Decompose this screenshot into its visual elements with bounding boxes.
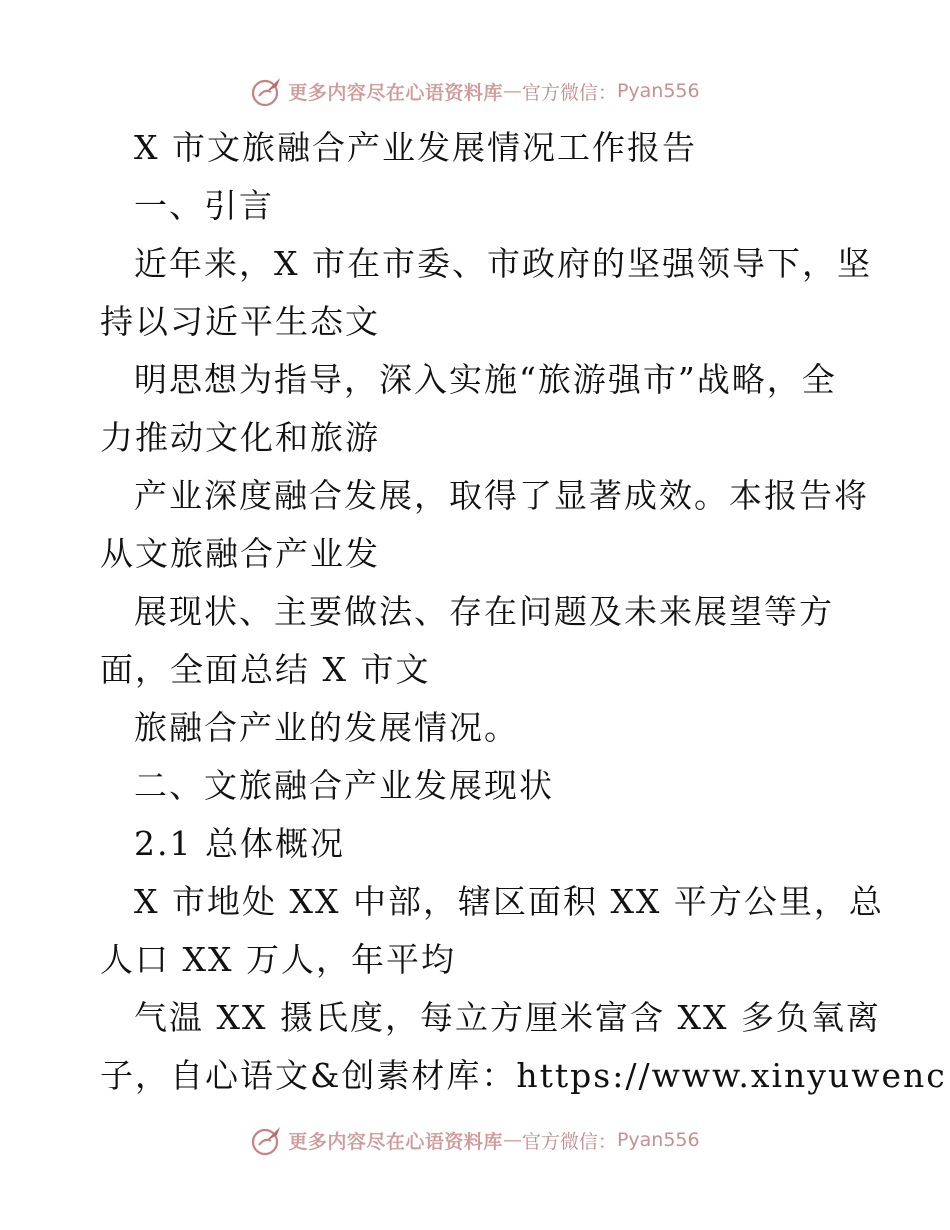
paragraph-line: 产业深度融合发展，取得了显著成效。本报告将 <box>134 476 869 515</box>
watermark-label: 官方微信： <box>521 1130 617 1153</box>
paragraph-line: 子，自心语文&创素材库：https://www.xinyuwenc <box>100 1056 947 1095</box>
quill-pen-logo-icon <box>250 74 284 108</box>
section-heading-status: 二、文旅融合产业发展现状 <box>134 766 554 805</box>
watermark-banner-bottom <box>0 1120 950 1160</box>
document-title: X 市文旅融合产业发展情况工作报告 <box>134 128 697 167</box>
quill-pen-logo-icon <box>250 1123 284 1157</box>
watermark-separator: — <box>502 80 522 102</box>
paragraph-line: 力推动文化和旅游 <box>100 418 380 457</box>
paragraph-line: 持以习近平生态文 <box>100 302 380 341</box>
paragraph-line: 人口 XX 万人，年平均 <box>100 940 456 979</box>
section-heading-introduction: 一、引言 <box>134 186 274 225</box>
paragraph-line: 旅融合产业的发展情况。 <box>134 708 519 747</box>
watermark-wechat-id: Pyan556 <box>616 1129 700 1151</box>
subsection-heading-overview: 2.1 总体概况 <box>134 824 345 863</box>
paragraph-line: 展现状、主要做法、存在问题及未来展望等方 <box>134 592 834 631</box>
paragraph-line: X 市地处 XX 中部，辖区面积 XX 平方公里，总 <box>134 882 884 921</box>
watermark-wechat-id: Pyan556 <box>616 80 700 102</box>
paragraph-line: 明思想为指导，深入实施“旅游强市”战略，全 <box>134 360 837 399</box>
watermark-label: 官方微信： <box>521 81 617 104</box>
watermark-text: 更多内容尽在心语资料库 <box>288 1130 503 1153</box>
paragraph-line: 近年来，X 市在市委、市政府的坚强领导下，坚 <box>134 244 872 283</box>
watermark-text: 更多内容尽在心语资料库 <box>288 81 503 104</box>
paragraph-line: 面，全面总结 X 市文 <box>100 650 431 689</box>
paragraph-line: 从文旅融合产业发 <box>100 534 380 573</box>
paragraph-line: 气温 XX 摄氏度，每立方厘米富含 XX 多负氧离 <box>134 998 881 1037</box>
watermark-banner-top <box>0 71 950 111</box>
watermark-separator: — <box>502 1129 522 1151</box>
